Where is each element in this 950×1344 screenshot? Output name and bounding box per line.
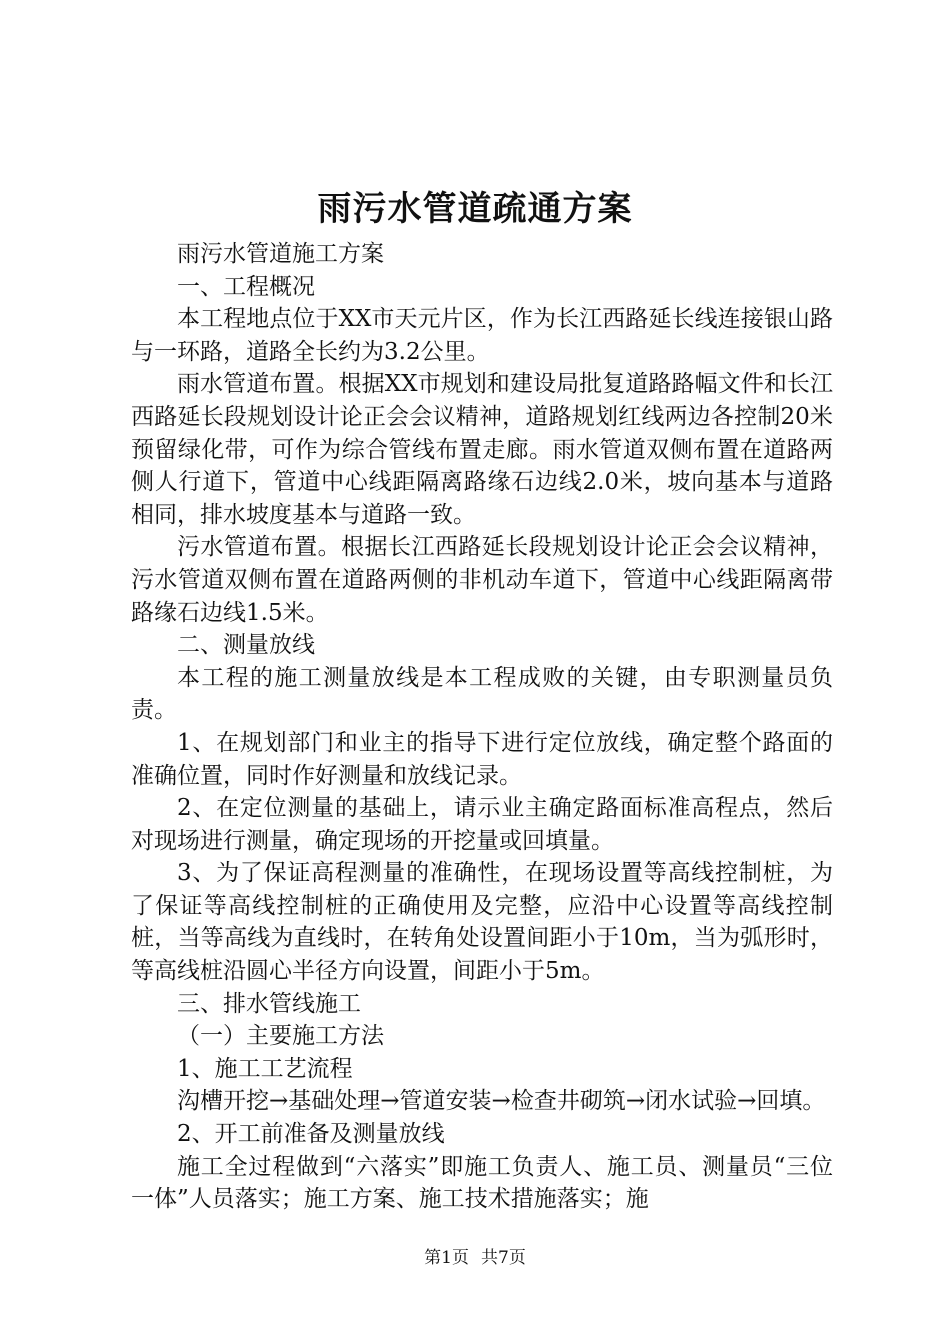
paragraph-location: 本工程地点位于XX市天元片区，作为长江西路延长线连接银山路与一环路，道路全长约为3.2公里。: [131, 306, 833, 365]
paragraph-preparation: 施工全过程做到“六落实”即施工负责人、施工员、测量员“三位一体”人员落实；施工方案、施工技术措施落实；施: [131, 1153, 833, 1213]
page-footer: [0, 1243, 950, 1268]
subheading-preparation: 2、开工前准备及测量放线: [177, 1121, 445, 1148]
paragraph-subtitle: 雨污水管道施工方案: [177, 241, 384, 267]
subsection-heading-methods: （一）主要施工方法: [177, 1023, 384, 1050]
paragraph-rainwater-layout: 雨水管道布置。根据XX市规划和建设局批复道路路幅文件和长江西路延长段规划设计论正会会议精神，道路规划红线两边各控制20米预留绿化带，可作为综合管线布置走廊。雨水管道双侧布置在道路两侧人行道下，管道中心线距隔离路缘石边线2.0米，坡向基本与道路相同，排水坡度基本与道路一致。: [131, 371, 833, 528]
document-body: [131, 238, 833, 1216]
document-title: 雨污水管道疏通方案: [317, 189, 633, 229]
page-total: 共7页: [481, 1248, 526, 1268]
paragraph-survey-step-3: 3、为了保证高程测量的准确性，在现场设置等高线控制桩，为了保证等高线控制桩的正确使用及完整，应沿中心设置等高线控制桩，当等高线为直线时，在转角处设置间距小于10m，当为弧形时，等高线桩沿圆心半径方向设置，间距小于5m。: [131, 860, 833, 985]
paragraph-survey-intro: 本工程的施工测量放线是本工程成败的关键，由专职测量员负责。: [131, 664, 833, 724]
paragraph-process-flow: 沟槽开挖→基础处理→管道安装→检查井砌筑→闭水试验→回填。: [177, 1088, 826, 1115]
section-heading-drainage: 三、排水管线施工: [177, 990, 361, 1017]
page-number: 第1页: [424, 1248, 469, 1268]
section-heading-survey: 二、测量放线: [177, 632, 315, 659]
paragraph-sewage-layout: 污水管道布置。根据长江西路延长段规划设计论正会会议精神，污水管道双侧布置在道路两侧的非机动车道下，管道中心线距隔离带路缘石边线1.5米。: [131, 534, 833, 626]
section-heading-overview: 一、工程概况: [177, 273, 315, 300]
paragraph-survey-step-2: 2、在定位测量的基础上，请示业主确定路面标准高程点，然后对现场进行测量，确定现场的开挖量或回填量。: [131, 795, 833, 854]
paragraph-survey-step-1: 1、在规划部门和业主的指导下进行定位放线，确定整个路面的准确位置，同时作好测量和放线记录。: [131, 729, 833, 789]
subheading-process-flow: 1、施工工艺流程: [177, 1055, 353, 1082]
